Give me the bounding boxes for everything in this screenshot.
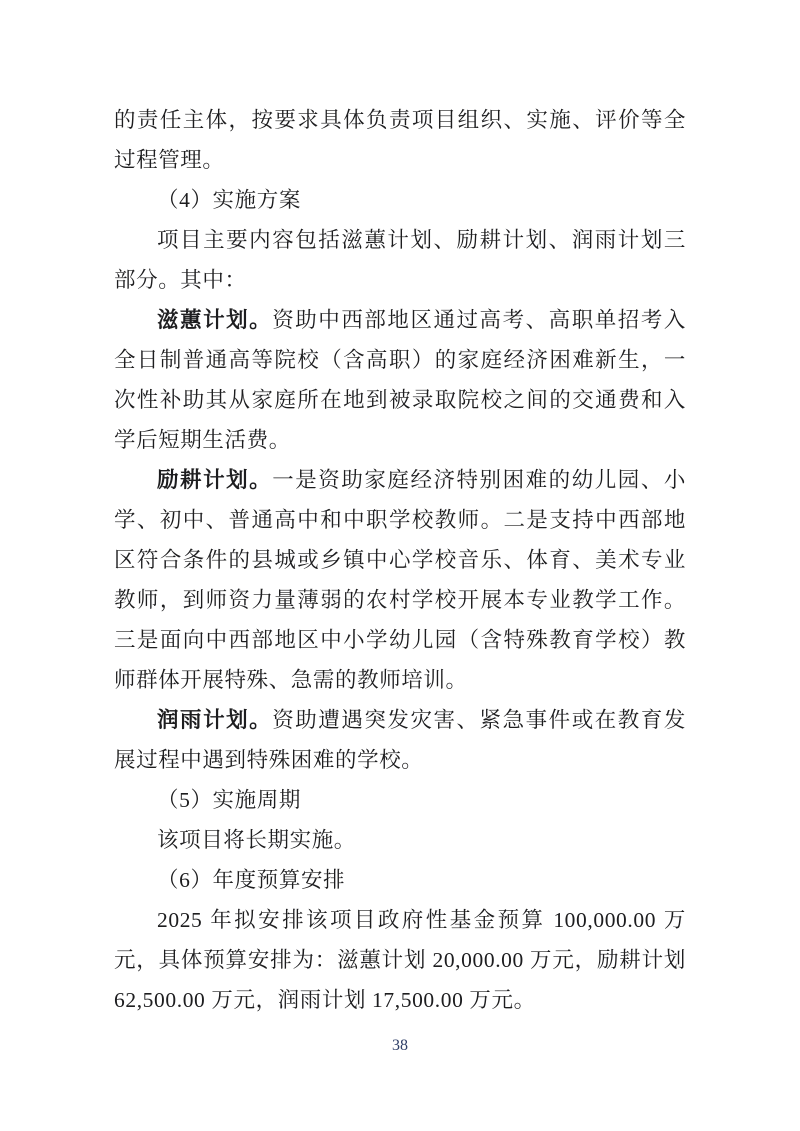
paragraph: （4）实施方案: [157, 188, 301, 212]
paragraph: （5）实施周期: [157, 788, 301, 812]
plan-name-bold: 润雨计划。: [157, 708, 273, 732]
paragraph: 项目主要内容包括滋蕙计划、励耕计划、润雨计划三部分。其中：: [114, 228, 686, 292]
plan-name-bold: 励耕计划。: [157, 468, 273, 492]
document-body: [114, 100, 686, 1020]
paragraph: 该项目将长期实施。: [157, 828, 356, 852]
paragraph: 润雨计划。资助遭遇突发灾害、紧急事件或在教育发展过程中遇到特殊困难的学校。: [114, 708, 686, 772]
paragraph: （6）年度预算安排: [157, 868, 346, 892]
paragraph: 励耕计划。一是资助家庭经济特别困难的幼儿园、小学、初中、普通高中和中职学校教师。二是支持中西部地区符合条件的县城或乡镇中心学校音乐、体育、美术专业教师，到师资力量薄弱的农村学校开展本专业教学工作。三是面向中西部地区中小学幼儿园（含特殊教育学校）教师群体开展特殊、急需的教师培训。: [114, 468, 686, 692]
page-number: 38: [392, 1037, 408, 1054]
plan-name-bold: 滋蕙计划。: [157, 308, 273, 332]
paragraph: 滋蕙计划。资助中西部地区通过高考、高职单招考入全日制普通高等院校（含高职）的家庭经济困难新生，一次性补助其从家庭所在地到被录取院校之间的交通费和入学后短期生活费。: [114, 308, 686, 452]
paragraph: 的责任主体，按要求具体负责项目组织、实施、评价等全过程管理。: [114, 108, 686, 172]
paragraph: 2025 年拟安排该项目政府性基金预算 100,000.00 万元，具体预算安排为：滋蕙计划 20,000.00 万元，励耕计划 62,500.00 万元，润雨计划 17,500.00 万元。: [114, 908, 686, 1012]
